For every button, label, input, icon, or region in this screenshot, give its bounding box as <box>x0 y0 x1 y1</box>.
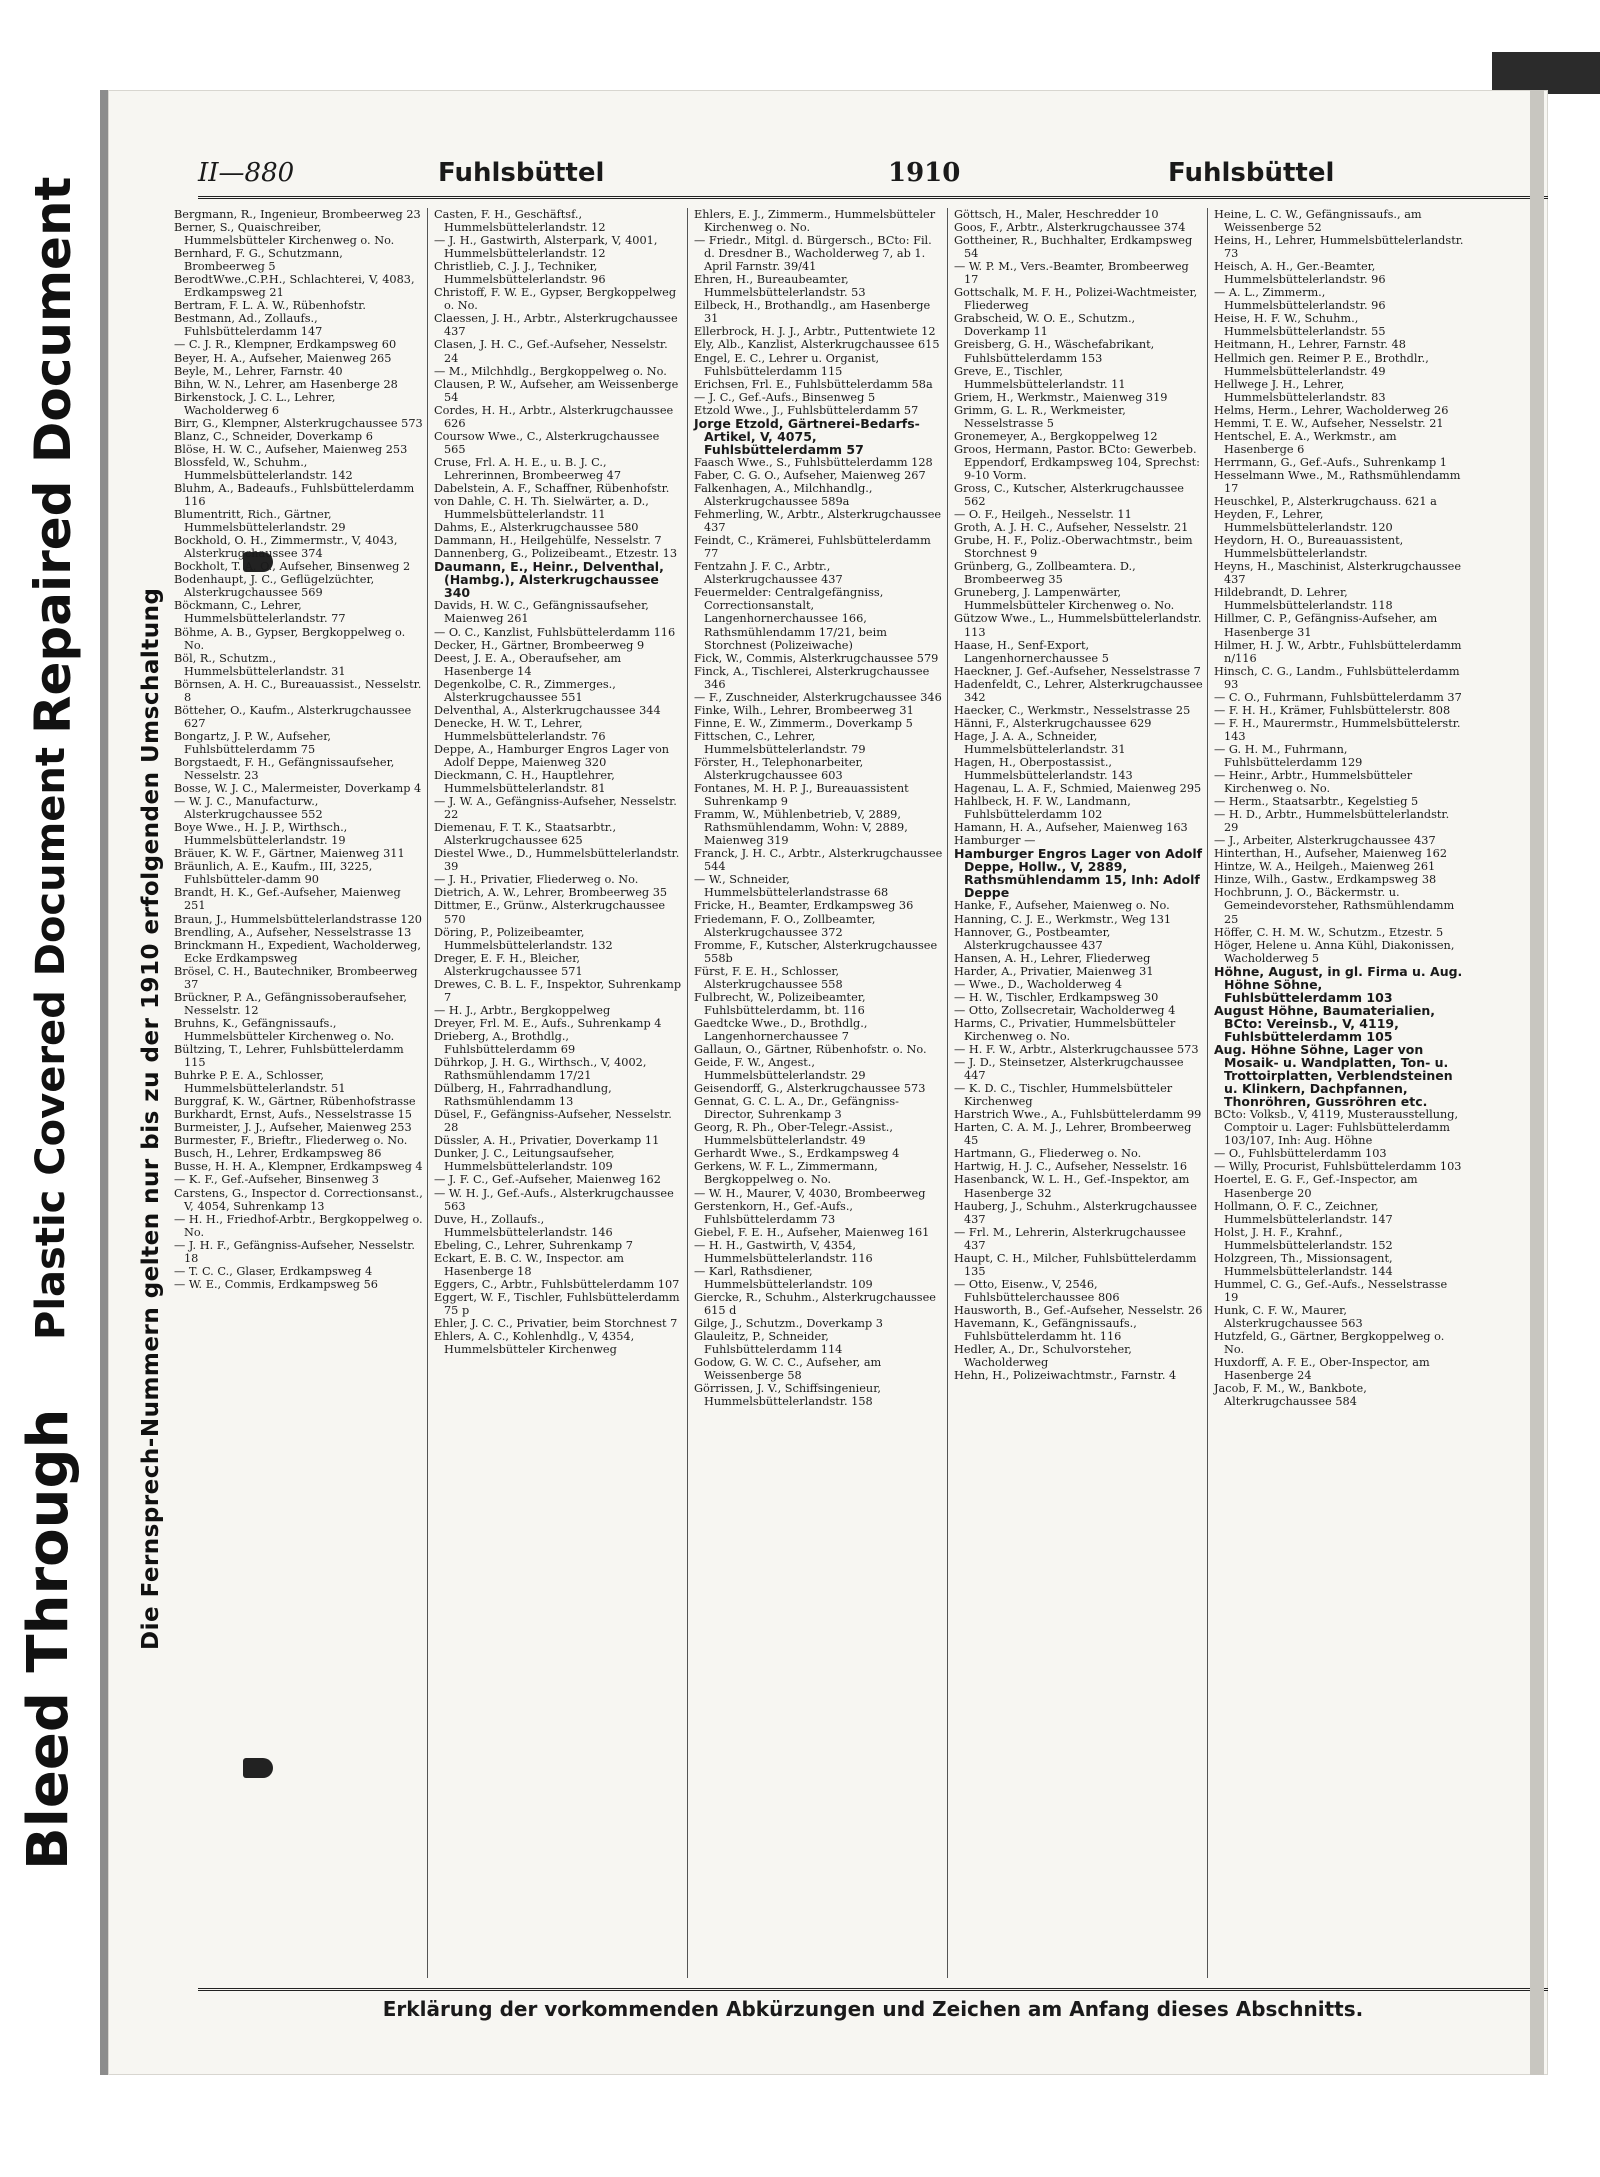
directory-entry: Hildebrandt, D. Lehrer, Hummelsbüttelerlandstr. 118 <box>1214 586 1393 613</box>
directory-entry: Hartmann, G., Fliederweg o. No. <box>954 1147 1142 1161</box>
directory-entry: Beyer, H. A., Aufseher, Maienweg 265 <box>174 351 392 365</box>
directory-column-3 <box>690 208 948 1978</box>
directory-entry: Gerkens, W. F. L., Zimmermann, Bergkoppelweg o. No. <box>694 1160 878 1187</box>
directory-entry: Braun, J., Hummelsbüttelerlandstrasse 120 <box>174 912 422 926</box>
directory-entry: Bräunlich, A. E., Kaufm., III, 3225, Fuhlsbütteler-damm 90 <box>174 860 373 887</box>
directory-entry: Harder, A., Privatier, Maienweg 31 <box>954 964 1154 978</box>
directory-entry: Hamann, H. A., Aufseher, Maienweg 163 <box>954 821 1188 835</box>
directory-entry: Etzold Wwe., J., Fuhlsbüttelerdamm 57 <box>694 403 919 417</box>
directory-entry: Bluhm, A., Badeaufs., Fuhlsbüttelerdamm 116 <box>174 481 415 509</box>
directory-entry: Feuermelder: Centralgefängniss, Correctionsanstalt, Langenhornerchaussee 166, Rathsmühlendamm 17/21, beim Storchnest (Polizeiwache) <box>694 586 887 652</box>
directory-entry: Finne, E. W., Zimmerm., Doverkamp 5 <box>694 716 913 730</box>
directory-entry: Gross, C., Kutscher, Alsterkrugchaussee 562 <box>954 481 1184 509</box>
directory-entry: Huxdorff, A. F. E., Ober-Inspector, am Hasenberge 24 <box>1214 1356 1430 1383</box>
directory-entry: Carstens, G., Inspector d. Correctionsanst., V, 4054, Suhrenkamp 13 <box>174 1186 423 1213</box>
directory-entry: Bruhns, K., Gefängnissaufs., Hummelsbütteler Kirchenweg o. No. <box>174 1016 395 1043</box>
directory-entry: Bergmann, R., Ingenieur, Brombeerweg 23 <box>174 208 421 221</box>
directory-entry: — A. L., Zimmerm., Hummelsbüttelerlandstr. 96 <box>1214 286 1386 313</box>
directory-entry: Förster, H., Telephonarbeiter, Alsterkrugchaussee 603 <box>694 755 864 783</box>
directory-entry: Böckmann, C., Lehrer, Hummelsbüttelerlandstr. 77 <box>174 599 346 626</box>
directory-entry: Burmester, F., Brieftr., Fliederweg o. No. <box>174 1134 408 1148</box>
directory-entry: — O. C., Kanzlist, Fuhlsbüttelerdamm 116 <box>434 625 676 639</box>
directory-entry: Hilmer, H. J. W., Arbtr., Fuhlsbüttelerdamm n/116 <box>1214 638 1462 665</box>
directory-entry: Coursow Wwe., C., Alsterkrugchaussee 565 <box>434 429 660 456</box>
directory-entry: Hintze, W. A., Heilgeh., Maienweg 261 <box>1214 860 1436 874</box>
directory-entry: Cordes, H. H., Arbtr., Alsterkrugchaussee 626 <box>434 403 674 430</box>
directory-entry: Holst, J. H. F., Krahnf., Hummelsbüttelerlandstr. 152 <box>1214 1225 1393 1252</box>
directory-entry: Deppe, A., Hamburger Engros Lager von Adolf Deppe, Maienweg 320 <box>434 742 670 769</box>
directory-entry: Gerstenkorn, H., Gef.-Aufs., Fuhlsbüttelerdamm 73 <box>694 1199 854 1226</box>
directory-entry: — C. O., Fuhrmann, Fuhlsbüttelerdamm 37 <box>1214 690 1462 704</box>
directory-entry: — M., Milchhdlg., Bergkoppelweg o. No. <box>434 364 667 378</box>
directory-entry: Bihn, W. N., Lehrer, am Hasenberge 28 <box>174 377 398 391</box>
directory-entry: — O. F., Heilgeh., Nesselstr. 11 <box>954 508 1132 522</box>
directory-entry: Hahlbeck, H. F. W., Landmann, Fuhlsbüttelerdamm 102 <box>954 795 1131 822</box>
directory-entry: Hage, J. A. A., Schneider, Hummelsbüttelerlandstr. 31 <box>954 729 1126 756</box>
directory-entry: Gützow Wwe., L., Hummelsbüttelerlandstr. 113 <box>954 612 1202 639</box>
directory-entry: Geide, F. W., Angest., Hummelsbüttelerlandstr. 29 <box>694 1056 866 1083</box>
directory-entry: Groth, A. J. H. C., Aufseher, Nesselstr. 21 <box>954 521 1189 535</box>
directory-column-1 <box>170 208 428 1978</box>
directory-entry: Hentschel, E. A., Werkmstr., am Hasenberge 6 <box>1214 429 1397 456</box>
directory-entry: Gennat, G. C. L. A., Dr., Gefängniss-Director, Suhrenkamp 3 <box>694 1095 899 1122</box>
directory-entry: — Otto, Eisenw., V, 2546, Fuhlsbüttelerchaussee 806 <box>954 1277 1120 1304</box>
directory-entry: Griem, H., Werkmstr., Maienweg 319 <box>954 390 1168 404</box>
directory-entry: — J. H., Gastwirth, Alsterpark, V, 4001, Hummelsbüttelerlandstr. 12 <box>434 234 658 261</box>
directory-entry: Finke, Wilh., Lehrer, Brombeerweg 31 <box>694 703 914 717</box>
directory-entry: — W. J. C., Manufacturw., Alsterkrugchaussee 552 <box>174 795 323 822</box>
directory-entry: Hinsch, C. G., Landm., Fuhlsbüttelerdamm 93 <box>1214 664 1460 691</box>
directory-entry: — C. J. R., Klempner, Erdkampsweg 60 <box>174 338 397 352</box>
directory-entry: Fehmerling, W., Arbtr., Alsterkrugchaussee 437 <box>694 508 942 535</box>
directory-entry: Boye Wwe., H. J. P., Wirthsch., Hummelsbüttelerlandstr. 19 <box>174 821 348 848</box>
directory-entry: Brückner, P. A., Gefängnissoberaufseher, Nesselstr. 12 <box>174 990 407 1017</box>
directory-entry: Hänni, F., Alsterkrugchaussee 629 <box>954 716 1152 730</box>
directory-entry: Faasch Wwe., S., Fuhlsbüttelerdamm 128 <box>694 455 933 469</box>
header-location-right: Fuhlsbüttel <box>1168 158 1335 188</box>
directory-entry: Glauleitz, P., Schneider, Fuhlsbüttelerdamm 114 <box>694 1330 843 1357</box>
directory-entry: Fricke, H., Beamter, Erdkampsweg 36 <box>694 899 914 913</box>
directory-entry: Berner, S., Quaischreiber, Hummelsbütteler Kirchenweg o. No. <box>174 221 395 248</box>
directory-entry: Eggert, W. F., Tischler, Fuhlsbüttelerdamm 75 p <box>434 1290 680 1317</box>
directory-entry: Bräuer, K. W. F., Gärtner, Maienweg 311 <box>174 847 405 861</box>
directory-entry: Jorge Etzold, Gärtnerei-Bedarfs-Artikel, V, 4075, Fuhlsbüttelerdamm 57 <box>694 415 920 457</box>
directory-entry: Geisendorff, G., Alsterkrugchaussee 573 <box>694 1082 926 1096</box>
directory-entry: Hedler, A., Dr., Schulvorsteher, Wacholderweg <box>954 1343 1132 1370</box>
directory-entry: — Friedr., Mitgl. d. Bürgersch., BCto: Fil. d. Dresdner B., Wacholderweg 7, ab 1. April Farnstr. 39/41 <box>694 234 932 274</box>
directory-entry: — J. H. F., Gefängniss-Aufseher, Nesselstr. 18 <box>174 1238 415 1265</box>
directory-entry: Heins, H., Lehrer, Hummelsbüttelerlandstr. 73 <box>1214 234 1464 261</box>
directory-entry: Davids, H. W. C., Gefängnissaufseher, Maienweg 261 <box>434 599 649 626</box>
directory-entry: — J. C., Gef.-Aufs., Binsenweg 5 <box>694 390 876 404</box>
directory-entry: — Karl, Rathsdiener, Hummelsbüttelerlandstr. 109 <box>694 1264 873 1291</box>
directory-entry: — H. W., Tischler, Erdkampsweg 30 <box>954 990 1159 1004</box>
directory-entry: Bongartz, J. P. W., Aufseher, Fuhlsbüttelerdamm 75 <box>174 729 331 756</box>
directory-entry: Dittmer, E., Grünw., Alsterkrugchaussee 570 <box>434 899 666 926</box>
directory-entry: Dieckmann, C. H., Hauptlehrer, Hummelsbüttelerlandstr. 81 <box>434 769 615 796</box>
directory-entry: Bötteher, O., Kaufm., Alsterkrugchaussee 627 <box>174 703 412 730</box>
directory-entry: — Herm., Staatsarbtr., Kegelstieg 5 <box>1214 795 1419 809</box>
directory-entry: Böhme, A. B., Gypser, Bergkoppelweg o. No. <box>174 625 406 652</box>
directory-entry: — Willy, Procurist, Fuhlsbüttelerdamm 103 <box>1214 1160 1462 1174</box>
directory-entry: Hellmich gen. Reimer P. E., Brothdlr., Hummelsbüttelerlandstr. 49 <box>1214 351 1429 378</box>
page-footer <box>198 1988 1548 2025</box>
directory-entry: — O., Fuhlsbüttelerdamm 103 <box>1214 1147 1387 1161</box>
directory-entry: Hausworth, B., Gef.-Aufseher, Nesselstr. 26 <box>954 1303 1203 1317</box>
directory-entry: — J. D., Steinsetzer, Alsterkrugchaussee 447 <box>954 1056 1184 1083</box>
directory-entry: Hartwig, H. J. C., Aufseher, Nesselstr. 16 <box>954 1160 1188 1174</box>
directory-entry: Holzgreen, Th., Missionsagent, Hummelsbüttelerlandstr. 144 <box>1214 1251 1393 1278</box>
directory-entry: Brandt, H. K., Gef.-Aufseher, Maienweg 251 <box>174 886 401 913</box>
directory-entry: Hannover, G., Postbeamter, Alsterkrugchaussee 437 <box>954 925 1111 952</box>
directory-entry: Gallaun, O., Gärtner, Rübenhofstr. o. No. <box>694 1043 927 1056</box>
directory-entry: Ehren, H., Bureaubeamter, Hummelsbüttelerlandstr. 53 <box>694 273 866 300</box>
directory-entry: Döring, P., Polizeibeamter, Hummelsbüttelerlandstr. 132 <box>434 925 613 952</box>
directory-entry: von Dahle, C. H. Th. Sielwärter, a. D., Hummelsbüttelerlandstr. 11 <box>434 495 649 522</box>
directory-entry: Ehler, J. C. C., Privatier, beim Storchnest 7 <box>434 1316 678 1330</box>
directory-column-5 <box>1210 208 1468 1978</box>
directory-entry: — H. H., Gastwirth, V, 4354, Hummelsbüttelerlandstr. 116 <box>694 1238 873 1265</box>
directory-entry: Harms, C., Privatier, Hummelsbütteler Kirchenweg o. No. <box>954 1016 1176 1043</box>
page-header <box>198 152 1548 199</box>
archive-side-labels <box>0 130 90 1870</box>
directory-entry: Hamburger — <box>954 834 1036 848</box>
directory-entry: — W. H. J., Gef.-Aufs., Alsterkrugchaussee 563 <box>434 1186 674 1213</box>
directory-entry: Gerhardt Wwe., S., Erdkampsweg 4 <box>694 1147 900 1161</box>
directory-entry: — K. F., Gef.-Aufseher, Binsenweg 3 <box>174 1173 379 1187</box>
header-location-left: Fuhlsbüttel <box>438 158 605 188</box>
directory-entry: Harten, C. A. M. J., Lehrer, Brombeerweg 45 <box>954 1121 1192 1148</box>
directory-entry: Herrmann, G., Gef.-Aufs., Suhrenkamp 1 <box>1214 455 1447 469</box>
directory-entry: Friedemann, F. O., Zollbeamter, Alsterkrugchaussee 372 <box>694 912 876 939</box>
directory-entry: — J. H., Privatier, Fliederweg o. No. <box>434 873 639 887</box>
directory-entry: Gottheiner, R., Buchhalter, Erdkampsweg 54 <box>954 234 1193 261</box>
directory-entry: Dannenberg, G., Polizeibeamt., Etzestr. 13 <box>434 547 678 561</box>
directory-entry: Decker, H., Gärtner, Brombeerweg 9 <box>434 638 645 652</box>
directory-entry: Hollmann, O. F. C., Zeichner, Hummelsbüttelerlandstr. 147 <box>1214 1199 1393 1226</box>
directory-entry: — T. C. C., Glaser, Erdkampsweg 4 <box>174 1264 373 1278</box>
directory-entry: Hesselmann Wwe., M., Rathsmühlendamm 17 <box>1214 468 1461 495</box>
directory-entry: Franck, J. H. C., Arbtr., Alsterkrugchaussee 544 <box>694 847 943 874</box>
directory-entry: Clausen, P. W., Aufseher, am Weissenberge 54 <box>434 377 679 404</box>
directory-entry: Gruneberg, J. Lampenwärter, Hummelsbütteler Kirchenweg o. No. <box>954 586 1175 613</box>
directory-entry: Ehlers, E. J., Zimmerm., Hummelsbütteler Kirchenweg o. No. <box>694 208 936 235</box>
directory-entry: Finck, A., Tischlerei, Alsterkrugchaussee 346 <box>694 664 930 691</box>
directory-entry: Georg, R. Ph., Ober-Telegr.-Assist., Hummelsbüttelerlandstr. 49 <box>694 1121 893 1148</box>
directory-entry: Düsel, F., Gefängniss-Aufseher, Nesselstr. 28 <box>434 1108 672 1135</box>
directory-entry: Claessen, J. H., Arbtr., Alsterkrugchaussee 437 <box>434 312 678 339</box>
directory-entry: Christlieb, C. J. J., Techniker, Hummelsbüttelerlandstr. 96 <box>434 260 606 287</box>
directory-entry: Dunker, J. C., Leitungsaufseher, Hummelsbüttelerlandstr. 109 <box>434 1147 615 1174</box>
directory-entry: Gottschalk, M. F. H., Polizei-Wachtmeister, Fliederweg <box>954 286 1198 313</box>
directory-entry: — W. P. M., Vers.-Beamter, Brombeerweg 17 <box>954 260 1189 287</box>
directory-entry: Aug. Höhne Söhne, Lager von Mosaik- u. Wandplatten, Ton- u. Trottoirplatten, Verblendsteinen u. Klinkern, Dachpfannen, Thonröhren, Gussröhren etc. <box>1214 1042 1453 1110</box>
directory-entry: Grube, H. F., Poliz.-Oberwachtmstr., beim Storchnest 9 <box>954 534 1193 561</box>
page-number: II—880 <box>198 158 295 188</box>
directory-entry: Buhrke P. E. A., Schlosser, Hummelsbüttelerlandstr. 51 <box>174 1069 346 1096</box>
directory-entry: Dreger, E. F. H., Bleicher, Alsterkrugchaussee 571 <box>434 951 583 978</box>
directory-entry: Hagenau, L. A. F., Schmied, Maienweg 295 <box>954 782 1202 796</box>
directory-entry: Eggers, C., Arbtr., Fuhlsbüttelerdamm 107 <box>434 1277 680 1291</box>
directory-entry: — H. F. W., Arbtr., Alsterkrugchaussee 573 <box>954 1043 1199 1056</box>
directory-entry: Dülberg, H., Fahrradhandlung, Rathsmühlendamm 13 <box>434 1082 612 1109</box>
directory-entry: — Wwe., D., Wacholderweg 4 <box>954 977 1123 991</box>
directory-entry: Denecke, H. W. T., Lehrer, Hummelsbüttelerlandstr. 76 <box>434 716 606 743</box>
directory-entry: Engel, E. C., Lehrer u. Organist, Fuhlsbüttelerdamm 115 <box>694 351 880 378</box>
directory-entry: — Frl. M., Lehrerin, Alsterkrugchaussee 437 <box>954 1225 1186 1252</box>
directory-entry: Düssler, A. H., Privatier, Doverkamp 11 <box>434 1134 660 1148</box>
directory-entry: Heuschkel, P., Alsterkrugchauss. 621 a <box>1214 495 1437 509</box>
directory-entry: — J. F. C., Gef.-Aufseher, Maienweg 162 <box>434 1173 661 1187</box>
directory-entry: Deest, J. E. A., Oberaufseher, am Hasenberge 14 <box>434 651 622 678</box>
directory-entry: Jacob, F. M., W., Bankbote, Alterkrugchaussee 584 <box>1214 1382 1367 1409</box>
directory-entry: Fick, W., Commis, Alsterkrugchaussee 579 <box>694 651 939 665</box>
directory-entry: Grabscheid, W. O. E., Schutzm., Doverkamp 11 <box>954 312 1136 339</box>
directory-entry: Hinze, Wilh., Gastw., Erdkampsweg 38 <box>1214 873 1437 887</box>
directory-entry: Bockholt, T. A. O., Aufseher, Binsenweg 2 <box>174 560 411 574</box>
directory-entry: Cruse, Frl. A. H. E., u. B. J. C., Lehrerinnen, Brombeerweg 47 <box>434 455 622 482</box>
directory-entry: Höhne, August, in gl. Firma u. Aug. Höhne Söhne, Fuhlsbüttelerdamm 103 <box>1214 963 1463 1005</box>
directory-page <box>100 90 1548 2075</box>
directory-entry: Greve, E., Tischler, Hummelsbüttelerlandstr. 11 <box>954 364 1126 391</box>
directory-entry: Birr, G., Klempner, Alsterkrugchaussee 573 <box>174 416 423 430</box>
directory-entry: Fentzahn J. F. C., Arbtr., Alsterkrugchaussee 437 <box>694 560 843 587</box>
directory-entry: Grimm, G. L. R., Werkmeister, Nesselstrasse 5 <box>954 403 1126 430</box>
header-year: 1910 <box>888 158 961 188</box>
directory-entry: Greisberg, G. H., Wäschefabrikant, Fuhlsbüttelerdamm 153 <box>954 338 1155 365</box>
directory-entry: Busse, H. H. A., Klempner, Erdkampsweg 4 <box>174 1160 423 1174</box>
directory-entry: Clasen, J. H. C., Gef.-Aufseher, Nesselstr. 24 <box>434 338 668 365</box>
directory-entry: Hellwege J. H., Lehrer, Hummelsbüttelerlandstr. 83 <box>1214 377 1386 404</box>
directory-entry: Gilge, J., Schutzm., Doverkamp 3 <box>694 1316 883 1330</box>
directory-entry: August Höhne, Baumaterialien, BCto: Vereinsb., V, 4119, Fuhlsbüttelerdamm 105 <box>1214 1002 1435 1044</box>
directory-entry: Gronemeyer, A., Bergkoppelweg 12 <box>954 429 1158 443</box>
directory-entry: Ehlers, A. C., Kohlenhdlg., V, 4354, Hummelsbütteler Kirchenweg <box>434 1330 635 1357</box>
directory-entry: Giercke, R., Schuhm., Alsterkrugchaussee 615 d <box>694 1290 936 1317</box>
directory-column-2 <box>430 208 688 1978</box>
directory-entry: — W. E., Commis, Erdkampsweg 56 <box>174 1277 378 1291</box>
directory-entry: Bosse, W. J. C., Malermeister, Doverkamp 4 <box>174 782 422 796</box>
telephone-note: Die Fernsprech-Nummern gelten nur bis zu der 1910 erfolgenden Umschaltung <box>138 587 164 1650</box>
directory-entry: — F., Zuschneider, Alsterkrugchaussee 346 <box>694 690 942 704</box>
directory-entry: Hansen, A. H., Lehrer, Fliederweg <box>954 951 1151 965</box>
directory-entry: Ebeling, C., Lehrer, Suhrenkamp 7 <box>434 1238 633 1252</box>
directory-entry: Birkenstock, J. C. L., Lehrer, Wacholderweg 6 <box>174 390 336 417</box>
directory-entry: Dietrich, A. W., Lehrer, Brombeerweg 35 <box>434 886 668 900</box>
directory-entry: Christoff, F. W. E., Gypser, Bergkoppelweg o. No. <box>434 286 677 313</box>
directory-entry: — Otto, Zollsecretair, Wacholderweg 4 <box>954 1003 1176 1017</box>
directory-entry: Blumentritt, Rich., Gärtner, Hummelsbüttelerlandstr. 29 <box>174 508 346 535</box>
directory-entry: Hanke, F., Aufseher, Maienweg o. No. <box>954 899 1170 913</box>
directory-entry: — J., Arbeiter, Alsterkrugchaussee 437 <box>1214 834 1436 848</box>
directory-entry: Heyden, F., Lehrer, Hummelsbüttelerlandstr. 120 <box>1214 508 1393 535</box>
directory-entry: Haupt, C. H., Milcher, Fuhlsbüttelerdamm 135 <box>954 1251 1197 1278</box>
directory-entry: Heitmann, H., Lehrer, Farnstr. 48 <box>1214 338 1406 352</box>
directory-entry: Eilbeck, H., Brothandlg., am Hasenberge 31 <box>694 299 931 326</box>
directory-entry: Hasenbanck, W. L. H., Gef.-Inspektor, am Hasenberge 32 <box>954 1173 1190 1200</box>
directory-entry: Dabelstein, A. F., Schaffner, Rübenhofstr. <box>434 481 670 495</box>
footer-note: Erklärung der vorkommenden Abkürzungen und Zeichen am Anfang dieses Abschnitts. <box>382 1997 1364 2021</box>
directory-entry: — F. H. H., Krämer, Fuhlsbüttelerstr. 808 <box>1214 703 1451 717</box>
directory-entry: Diemenau, F. T. K., Staatsarbtr., Alsterkrugchaussee 625 <box>434 821 617 848</box>
directory-entry: Dreyer, Frl. M. E., Aufs., Suhrenkamp 4 <box>434 1016 662 1030</box>
directory-entry: — F. H., Maurermstr., Hummelsbüttelerstr. 143 <box>1214 716 1461 743</box>
directory-entry: Hillmer, C. P., Gefängniss-Aufseher, am Hasenberge 31 <box>1214 612 1438 639</box>
directory-entry: Dührkop, J. H. G., Wirthsch., V, 4002, Rathsmühlendamm 17/21 <box>434 1056 647 1083</box>
directory-entry: Burggraf, K. W., Gärtner, Rübenhofstrasse <box>174 1095 416 1109</box>
directory-entry: Heine, L. C. W., Gefängnissaufs., am Weissenberge 52 <box>1214 208 1422 235</box>
directory-entry: Hoertel, E. G. F., Gef.-Inspector, am Hasenberge 20 <box>1214 1173 1418 1200</box>
directory-entry: Goos, F., Arbtr., Alsterkrugchaussee 374 <box>954 221 1186 235</box>
directory-entry: Falkenhagen, A., Milchhandlg., Alsterkrugchaussee 589a <box>694 481 873 509</box>
directory-entry: — G. H. M., Fuhrmann, Fuhlsbüttelerdamm 129 <box>1214 742 1363 769</box>
directory-entry: Hummel, C. G., Gef.-Aufs., Nesselstrasse 19 <box>1214 1277 1448 1304</box>
directory-entry: — J. W. A., Gefängniss-Aufseher, Nesselstr. 22 <box>434 795 677 822</box>
directory-entry: Diestel Wwe., D., Hummelsbüttelerlandstr. 39 <box>434 847 680 874</box>
directory-entry: Hutzfeld, G., Gärtner, Bergkoppelweg o. No. <box>1214 1330 1445 1357</box>
directory-entry: Hinterthan, H., Aufseher, Maienweg 162 <box>1214 847 1448 861</box>
directory-entry: — K. D. C., Tischler, Hummelsbütteler Kirchenweg <box>954 1082 1173 1109</box>
repaired-document-label: Repaired Document <box>24 176 82 734</box>
directory-entry: Casten, F. H., Geschäftsf., Hummelsbüttelerlandstr. 12 <box>434 208 606 235</box>
directory-entry: Heyns, H., Maschinist, Alsterkrugchaussee 437 <box>1214 560 1462 587</box>
directory-entry: — Heinr., Arbtr., Hummelsbütteler Kirchenweg o. No. <box>1214 769 1413 796</box>
directory-entry: Dahms, E., Alsterkrugchaussee 580 <box>434 521 639 535</box>
directory-entry: Ellerbrock, H. J. J., Arbtr., Puttentwiete 12 <box>694 325 936 339</box>
directory-entry: Fontanes, M. H. P. J., Bureauassistent Suhrenkamp 9 <box>694 782 909 809</box>
directory-entry: Erichsen, Frl. E., Fuhlsbüttelerdamm 58a <box>694 377 933 391</box>
directory-entry: Hunk, C. F. W., Maurer, Alsterkrugchaussee 563 <box>1214 1303 1363 1330</box>
directory-entry: Görrissen, J. V., Schiffsingenieur, Hummelsbüttelerlandstr. 158 <box>694 1382 881 1409</box>
directory-entry: Burkhardt, Ernst, Aufs., Nesselstrasse 15 <box>174 1108 412 1122</box>
directory-entry: Heydorn, H. O., Bureauassistent, Hummelsbüttelerlandstr. <box>1214 534 1404 561</box>
directory-entry: — W. H., Maurer, V, 4030, Brombeerweg <box>694 1186 926 1200</box>
directory-entry: Blanz, C., Schneider, Doverkamp 6 <box>174 429 373 443</box>
directory-entry: Fulbrecht, W., Polizeibeamter, Fuhlsbüttelerdamm, bt. 116 <box>694 990 866 1017</box>
directory-entry: — W., Schneider, Hummelsbüttelerlandstrasse 68 <box>694 873 889 900</box>
directory-entry: — H. D., Arbtr., Hummelsbüttelerlandstr. 29 <box>1214 808 1450 835</box>
directory-entry: Brösel, C. H., Bautechniker, Brombeerweg 37 <box>174 964 418 991</box>
directory-entry: Duve, H., Zollaufs., Hummelsbüttelerlandstr. 146 <box>434 1212 613 1239</box>
directory-entry: Framm, W., Mühlenbetrieb, V, 2889, Rathsmühlendamm, Wohn: V, 2889, Maienweg 319 <box>694 808 908 848</box>
directory-entry: Ely, Alb., Kanzlist, Alsterkrugchaussee 615 <box>694 338 940 352</box>
directory-entry: Busch, H., Lehrer, Erdkampsweg 86 <box>174 1147 382 1161</box>
directory-entry: Drieberg, A., Brothdlg., Fuhlsbüttelerdamm 69 <box>434 1029 576 1056</box>
directory-entry: Bertram, F. L. A. W., Rübenhofstr. <box>174 299 366 313</box>
directory-entry: Börnsen, A. H. C., Bureauassist., Nesselstr. 8 <box>174 677 422 704</box>
directory-entry: Fromme, F., Kutscher, Alsterkrugchaussee 558b <box>694 938 938 965</box>
directory-entry: Hochbrunn, J. O., Bäckermstr. u. Gemeindevorsteher, Rathsmühlendamm 25 <box>1214 886 1455 926</box>
directory-entry: Bestmann, Ad., Zollaufs., Fuhlsbüttelerdamm 147 <box>174 312 323 339</box>
directory-entry: Degenkolbe, C. R., Zimmerges., Alsterkrugchaussee 551 <box>434 677 616 704</box>
directory-entry: Brendling, A., Aufseher, Nesselstrasse 13 <box>174 925 412 939</box>
directory-entry: Höger, Helene u. Anna Kühl, Diakonissen, Wacholderweg 5 <box>1214 938 1455 965</box>
directory-entry: Groos, Hermann, Pastor. BCto: Gewerbeb. Eppendorf, Erdkampsweg 104, Sprechst: 9-10 Vorm. <box>954 442 1200 482</box>
page-edge <box>1530 90 1544 2075</box>
directory-entry: Giebel, F. E. H., Aufseher, Maienweg 161 <box>694 1225 930 1239</box>
directory-entry: Hadenfeldt, C., Lehrer, Alsterkrugchaussee 342 <box>954 677 1203 704</box>
directory-entry: Delventhal, A., Alsterkrugchaussee 344 <box>434 703 661 717</box>
directory-entry: Fürst, F. E. H., Schlosser, Alsterkrugchaussee 558 <box>694 964 843 991</box>
directory-entry: Haeckner, J. Gef.-Aufseher, Nesselstrasse 7 <box>954 664 1201 678</box>
directory-entry: Haase, H., Senf-Export, Langenhornerchaussee 5 <box>954 638 1109 665</box>
directory-entry: Heise, H. F. W., Schuhm., Hummelsbüttelerlandstr. 55 <box>1214 312 1386 339</box>
directory-entry: Hagen, H., Oberpostassist., Hummelsbüttelerlandstr. 143 <box>954 755 1133 783</box>
directory-entry: Grünberg, G., Zollbeamtera. D., Brombeerweg 35 <box>954 560 1136 587</box>
directory-entry: Fittschen, C., Lehrer, Hummelsbüttelerlandstr. 79 <box>694 729 866 756</box>
scan-corner-shadow <box>1492 52 1600 94</box>
directory-entry: Dammann, H., Heilgehülfe, Nesselstr. 7 <box>434 534 662 548</box>
directory-entry: Hauberg, J., Schuhm., Alsterkrugchaussee 437 <box>954 1199 1197 1226</box>
directory-entry: Böl, R., Schutzm., Hummelsbüttelerlandstr. 31 <box>174 651 346 678</box>
directory-entry: Blöse, H. W. C., Aufseher, Maienweg 253 <box>174 442 408 456</box>
directory-entry: Havemann, K., Gefängnissaufs., Fuhlsbüttelerdamm ht. 116 <box>954 1316 1137 1344</box>
plastic-covered-label: Plastic Covered Document <box>28 746 74 1340</box>
directory-entry: BerodtWwe.,C.P.H., Schlachterei, V, 4083, Erdkampsweg 21 <box>174 273 415 300</box>
directory-entry: Harstrich Wwe., A., Fuhlsbüttelerdamm 99 <box>954 1108 1202 1122</box>
bleed-through-label: Bleed Through <box>16 1408 81 1870</box>
directory-entry: Daumann, E., Heinr., Delventhal, (Hambg.), Alsterkrugchaussee 340 <box>434 559 664 601</box>
directory-entry: Heisch, A. H., Ger.-Beamter, Hummelsbüttelerlandstr. 96 <box>1214 260 1386 287</box>
directory-entry: Beyle, M., Lehrer, Farnstr. 40 <box>174 364 343 378</box>
directory-column-4 <box>950 208 1208 1978</box>
directory-entry: BCto: Volksb., V, 4119, Musterausstellung, Comptoir u. Lager: Fuhlsbüttelerdamm 103/107, Inh: Aug. Höhne <box>1214 1108 1459 1148</box>
directory-entry: Burmeister, J. J., Aufseher, Maienweg 253 <box>174 1121 412 1135</box>
directory-entry: Godow, G. W. C. C., Aufseher, am Weissenberge 58 <box>694 1356 882 1383</box>
directory-entry: — H. J., Arbtr., Bergkoppelweg <box>434 1003 611 1017</box>
directory-entry: Hanning, C. J. E., Werkmstr., Weg 131 <box>954 912 1172 926</box>
directory-entry: Haecker, C., Werkmstr., Nesselstrasse 25 <box>954 703 1191 717</box>
directory-entry: Faber, C. G. O., Aufseher, Maienweg 267 <box>694 468 926 482</box>
directory-entry: Bültzing, T., Lehrer, Fuhlsbüttelerdamm 115 <box>174 1043 404 1070</box>
directory-entry: Blossfeld, W., Schuhm., Hummelsbüttelerlandstr. 142 <box>174 455 353 482</box>
directory-entry: Bockhold, O. H., Zimmermstr., V, 4043, Alsterkrugchaussee 374 <box>174 534 398 561</box>
directory-entry: Brinckmann H., Expedient, Wacholderweg, Ecke Erdkampsweg <box>174 938 421 965</box>
directory-columns <box>170 208 1550 1978</box>
directory-entry: Bernhard, F. G., Schutzmann, Brombeerweg 5 <box>174 247 343 274</box>
directory-entry: Eckart, E. B. C. W., Inspector. am Hasenberge 18 <box>434 1251 624 1278</box>
directory-entry: Hehn, H., Polizeiwachtmstr., Farnstr. 4 <box>954 1369 1177 1383</box>
directory-entry: — H. H., Friedhof-Arbtr., Bergkoppelweg o. No. <box>174 1212 423 1239</box>
directory-entry: Feindt, C., Krämerei, Fuhlsbüttelerdamm 77 <box>694 534 931 561</box>
directory-entry: Bodenhaupt, J. C., Geflügelzüchter, Alsterkrugchaussee 569 <box>174 573 375 600</box>
directory-entry: Gaedtcke Wwe., D., Brothdlg., Langenhornerchaussee 7 <box>694 1016 868 1043</box>
directory-entry: Hamburger Engros Lager von Adolf Deppe, Hollw., V, 2889, Rathsmühlendamm 15, Inh: Adolf Deppe <box>954 846 1203 901</box>
directory-entry: Helms, Herm., Lehrer, Wacholderweg 26 <box>1214 403 1449 417</box>
directory-entry: Borgstaedt, F. H., Gefängnissaufseher, Nesselstr. 23 <box>174 755 395 783</box>
directory-entry: Hemmi, T. E. W., Aufseher, Nesselstr. 21 <box>1214 416 1444 430</box>
directory-entry: Göttsch, H., Maler, Heschredder 10 <box>954 208 1159 221</box>
directory-entry: Höffer, C. H. M. W., Schutzm., Etzestr. 5 <box>1214 925 1444 939</box>
directory-entry: Drewes, C. B. L. F., Inspektor, Suhrenkamp 7 <box>434 977 682 1004</box>
